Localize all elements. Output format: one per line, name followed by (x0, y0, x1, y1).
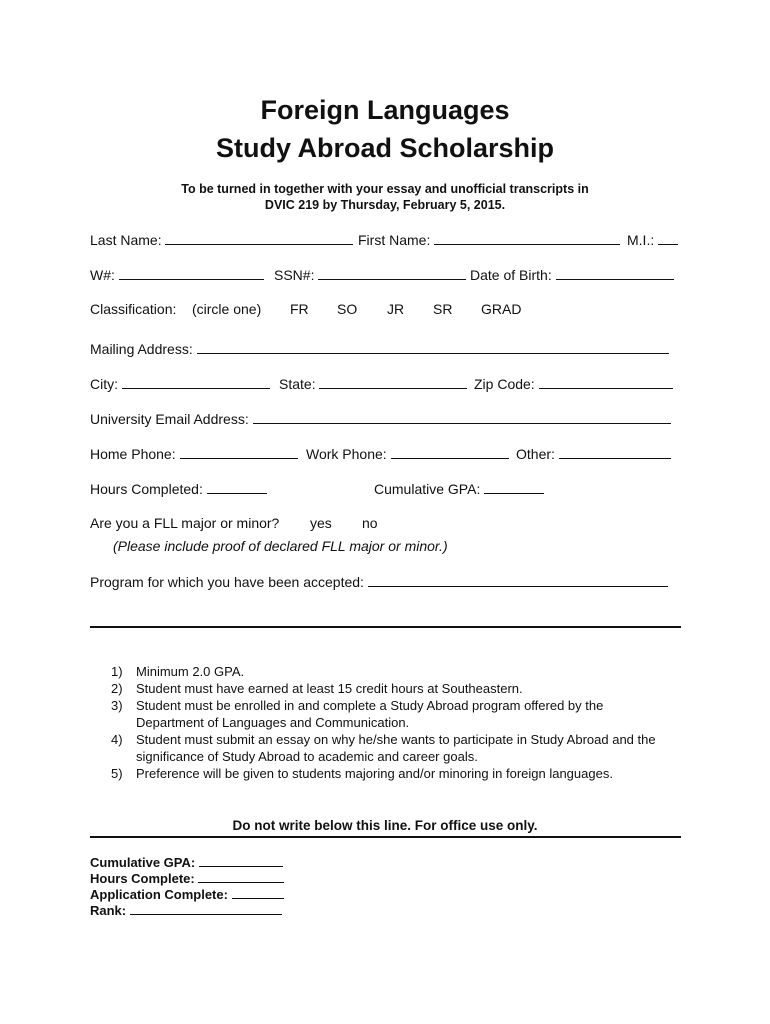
requirement-number: 2) (111, 681, 123, 696)
cumulative-gpa-field[interactable] (484, 479, 544, 494)
requirement-text: Student must submit an essay on why he/she wants to participate in Study Abroad and the significance of Study Abroad to academic and career goals. (136, 732, 656, 764)
office-rank-label: Rank: (90, 903, 127, 918)
fll-option-no[interactable]: no (362, 515, 378, 531)
class-option-fr[interactable]: FR (290, 301, 309, 317)
instructions-line2: DVIC 219 by Thursday, February 5, 2015. (264, 198, 506, 212)
other-phone-row (516, 444, 671, 463)
hours-completed-row (90, 479, 267, 498)
other-phone-label: Other: (516, 446, 555, 462)
cumulative-gpa-row (374, 479, 544, 498)
state-field[interactable] (319, 374, 467, 389)
fll-question: Are you a FLL major or minor? (90, 515, 280, 531)
mailing-address-field[interactable] (197, 339, 669, 354)
email-field[interactable] (253, 409, 671, 424)
office-gpa-field[interactable] (199, 854, 283, 867)
zip-field[interactable] (539, 374, 673, 389)
dob-field[interactable] (556, 265, 674, 280)
office-gpa-label: Cumulative GPA: (90, 855, 196, 870)
class-option-so[interactable]: SO (337, 301, 358, 317)
fll-note: (Please include proof of declared FLL major or minor.) (113, 538, 448, 554)
form-title-line1: Foreign Languages (260, 95, 510, 125)
fll-option-yes[interactable]: yes (310, 515, 332, 531)
mi-row (627, 230, 678, 249)
form-title-line2: Study Abroad Scholarship (215, 133, 555, 163)
cumulative-gpa-label: Cumulative GPA: (374, 481, 481, 497)
classification-label: Classification: (90, 301, 177, 317)
w-number-row (90, 265, 264, 284)
zip-row (474, 374, 673, 393)
requirement-text: Minimum 2.0 GPA. (136, 664, 245, 679)
office-rank-field[interactable] (130, 902, 282, 915)
home-phone-field[interactable] (180, 444, 298, 459)
office-application-label: Application Complete: (90, 887, 228, 902)
city-label: City: (90, 376, 118, 392)
office-hours-label: Hours Complete: (90, 871, 195, 886)
office-application-field[interactable] (232, 886, 284, 899)
requirement-text: Student must have earned at least 15 credit hours at Southeastern. (136, 681, 523, 696)
class-option-grad[interactable]: GRAD (481, 301, 522, 317)
home-phone-row (90, 444, 298, 463)
first-name-field[interactable] (434, 230, 620, 245)
dob-label: Date of Birth: (470, 267, 552, 283)
requirement-number: 3) (111, 698, 123, 713)
first-name-row (358, 230, 620, 249)
requirement-text: Preference will be given to students majoring and/or minoring in foreign languages. (136, 766, 613, 781)
program-field[interactable] (368, 572, 668, 587)
requirement-item (111, 731, 671, 765)
mi-field[interactable] (658, 230, 678, 245)
ssn-field[interactable] (318, 265, 466, 280)
office-gpa-row (90, 854, 283, 871)
hours-completed-label: Hours Completed: (90, 481, 203, 497)
work-phone-label: Work Phone: (306, 446, 387, 462)
office-use-heading: Do not write below this line. For office use only. (232, 818, 538, 833)
office-hours-row (90, 870, 284, 887)
office-divider (90, 836, 681, 838)
office-application-row (90, 886, 284, 903)
mailing-address-row (90, 339, 669, 358)
requirement-number: 5) (111, 766, 123, 781)
other-phone-field[interactable] (559, 444, 671, 459)
requirement-number: 4) (111, 732, 123, 747)
section-divider (90, 626, 681, 628)
city-row (90, 374, 270, 393)
program-label: Program for which you have been accepted: (90, 574, 364, 590)
requirement-item (111, 663, 671, 680)
circle-one-label: (circle one) (192, 301, 262, 317)
w-number-label: W#: (90, 267, 115, 283)
first-name-label: First Name: (358, 232, 431, 248)
office-hours-field[interactable] (198, 870, 284, 883)
class-option-sr[interactable]: SR (433, 301, 453, 317)
email-row (90, 409, 671, 428)
requirement-number: 1) (111, 664, 123, 679)
office-rank-row (90, 902, 282, 919)
class-option-jr[interactable]: JR (387, 301, 405, 317)
program-row (90, 572, 668, 591)
instructions-line1: To be turned in together with your essay and unofficial transcripts in (181, 182, 589, 196)
hours-completed-field[interactable] (207, 479, 267, 494)
requirement-item (111, 765, 671, 782)
city-field[interactable] (122, 374, 270, 389)
zip-label: Zip Code: (474, 376, 535, 392)
requirement-item (111, 697, 671, 731)
last-name-field[interactable] (165, 230, 353, 245)
last-name-label: Last Name: (90, 232, 162, 248)
mi-label: M.I.: (627, 232, 655, 248)
home-phone-label: Home Phone: (90, 446, 176, 462)
requirement-text: Student must be enrolled in and complete a Study Abroad program offered by the Department of Languages and Communication. (136, 698, 604, 730)
ssn-label: SSN#: (274, 267, 315, 283)
w-number-field[interactable] (119, 265, 264, 280)
work-phone-row (306, 444, 509, 463)
last-name-row (90, 230, 353, 249)
ssn-row (274, 265, 466, 284)
work-phone-field[interactable] (391, 444, 509, 459)
state-label: State: (279, 376, 316, 392)
email-label: University Email Address: (90, 411, 249, 427)
dob-row (470, 265, 674, 284)
requirement-item (111, 680, 671, 697)
mailing-address-label: Mailing Address: (90, 341, 193, 357)
state-row (279, 374, 467, 393)
